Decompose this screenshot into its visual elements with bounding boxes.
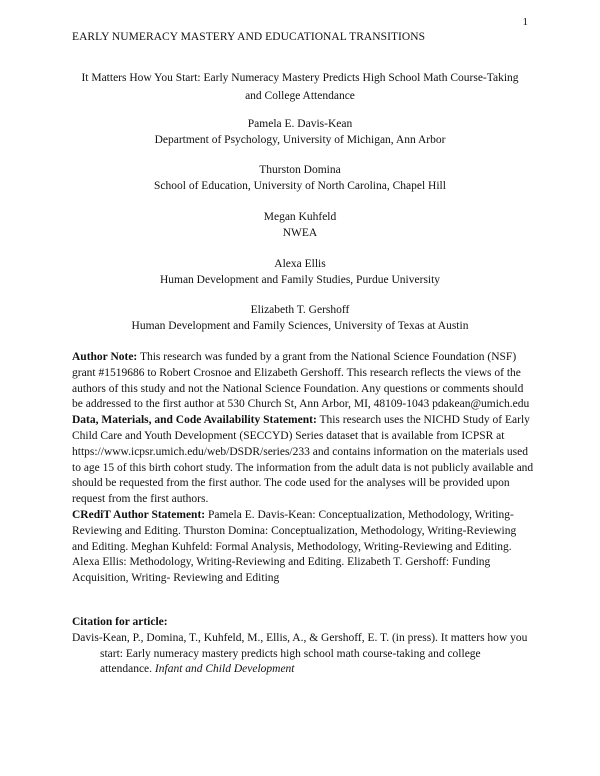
author-name: Thurston Domina [259,164,341,176]
author-5 [40,302,560,334]
data-statement [72,413,534,508]
front-matter-notes [72,350,534,587]
author-affiliation: Human Development and Family Sciences, University of Texas at Austin [131,320,469,332]
page-number: 1 [522,16,528,28]
title-line-1: It Matters How You Start: Early Numeracy Mastery Predicts High School Math Course-Taking [81,72,519,84]
title-line-2: and College Attendance [245,90,355,102]
author-affiliation: School of Education, University of North Carolina, Chapel Hill [154,180,446,192]
author-note-text: This research was funded by a grant from the National Science Foundation (NSF) grant #1519686 to Robert Crosnoe and Elizabeth Gershoff. This research reflects the views of the authors of this study and not the National Science Foundation. Any questions or comments should be addressed to the first author at 530 Church St, Ann Arbor, MI, 48109-1043 pdakean@umich.edu [72,351,530,411]
running-head: EARLY NUMERACY MASTERY AND EDUCATIONAL TRANSITIONS [72,31,426,43]
author-1 [40,116,560,148]
citation-block [72,615,532,678]
author-4 [40,256,560,288]
author-note [72,350,534,413]
author-name: Megan Kuhfeld [263,211,337,223]
data-statement-label: Data, Materials, and Code Availability Statement: [72,414,317,427]
author-affiliation: Department of Psychology, University of Michigan, Ann Arbor [154,134,446,146]
author-affiliation: NWEA [282,227,318,239]
credit-statement-label: CRediT Author Statement: [72,508,206,521]
author-2 [40,162,560,194]
citation-label: Citation for article: [72,616,168,628]
author-3 [40,209,560,241]
author-name: Pamela E. Davis-Kean [247,118,353,130]
paper-title [60,69,540,105]
author-note-label: Author Note: [72,351,138,363]
citation-journal: Infant and Child Development [154,663,295,676]
author-affiliation: Human Development and Family Studies, Purdue University [159,274,441,286]
citation-text [72,631,532,678]
author-name: Elizabeth T. Gershoff [250,304,350,316]
credit-statement [72,508,534,587]
citation-body: Davis-Kean, P., Domina, T., Kuhfeld, M., Ellis, A., & Gershoff, E. T. (in press). It matters how you start: Early numeracy mastery predicts high school math course-taking and college attendance. [72,631,528,676]
author-name: Alexa Ellis [274,258,326,270]
data-statement-text: This research uses the NICHD Study of Early Child Care and Youth Development (SECCYD) Series dataset that is available from ICPSR at https://www.icpsr.umich.edu/web/DSDR/series/233 and contains information on the materials used to age 15 of this birth cohort study. The information from the adult data is not publicly available and should be requested from the first author. The code used for the analyses will be provided upon request from the first authors. [72,414,534,506]
credit-statement-text: Pamela E. Davis-Kean: Conceptualization, Methodology, Writing-Reviewing and Editing. Thurston Domina: Conceptualization, Methodology, Writing-Reviewing and Editing. Meghan Kuhfeld: Formal Analysis, Methodology, Writing-Reviewing and Editing. Alexa Ellis: Methodology, Writing-Reviewing and Editing. Elizabeth T. Gershoff: Funding Acquisition, Writing- Reviewing and Editing [72,508,517,585]
